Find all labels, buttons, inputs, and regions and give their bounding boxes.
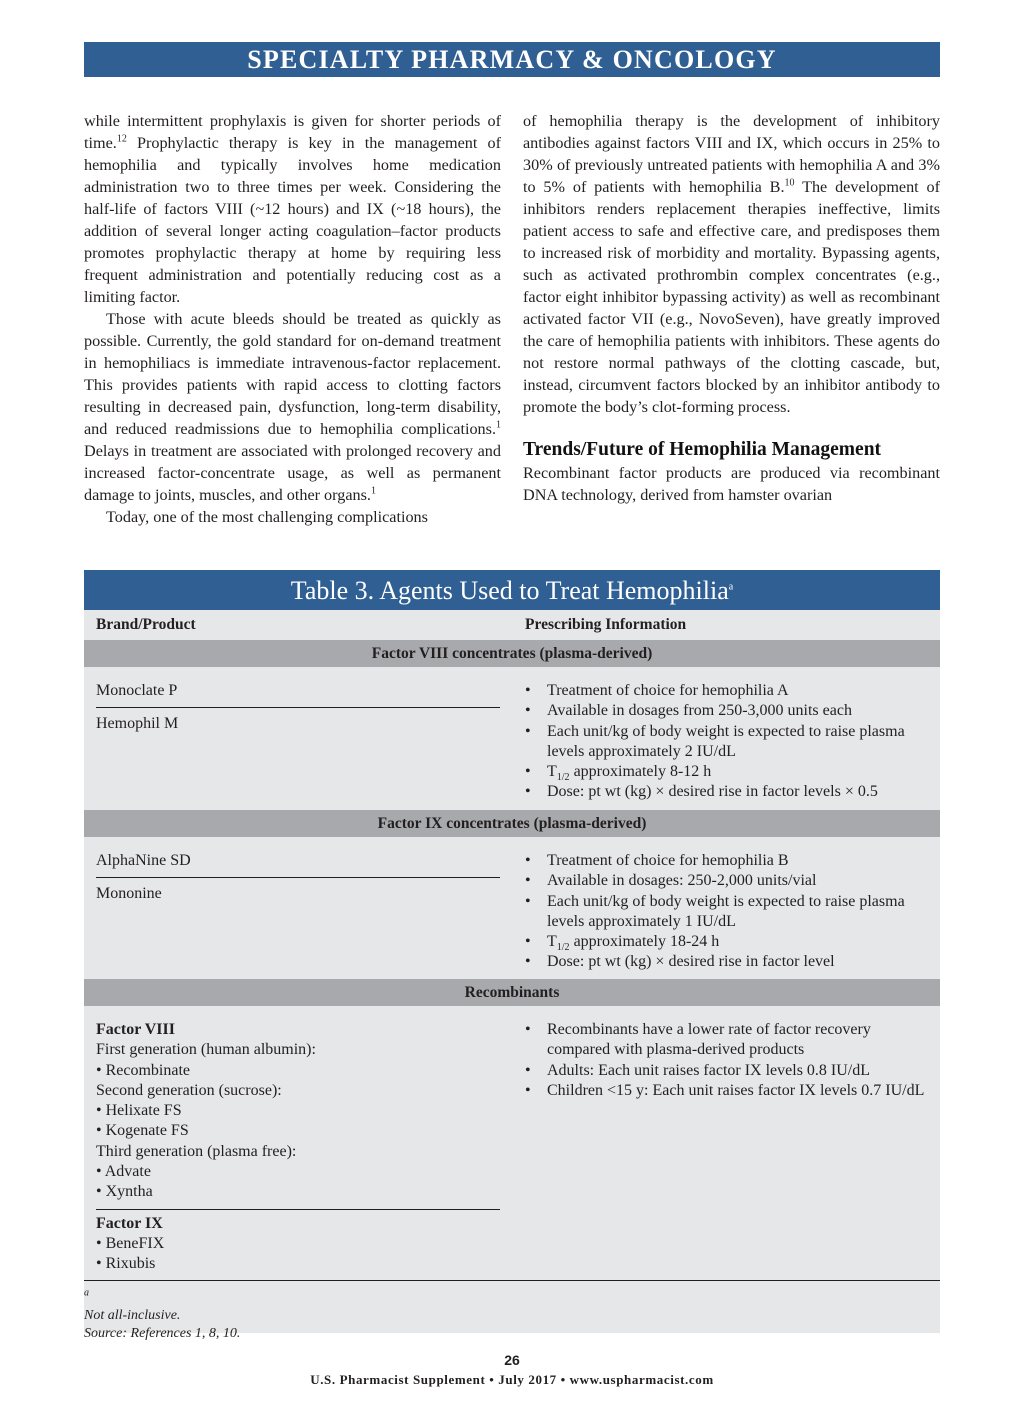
list-item: • Each unit/kg of body weight is expected to raise plasma levels approximately 1 IU/dL — [525, 892, 933, 933]
product-name: Mononine — [96, 885, 162, 902]
prescribing-list — [525, 851, 933, 973]
list-item: • Children <15 y: Each unit raises factor IX levels 0.7 IU/dL — [525, 1081, 933, 1101]
list-item: • Treatment of choice for hemophilia B — [525, 851, 933, 871]
list-item: • $T_{1/2}$ approximately 18-24 h — [525, 932, 933, 952]
prescribing-list — [525, 681, 933, 803]
product-name: Monoclate P — [96, 681, 500, 708]
generation-label: Second generation (sucrose): — [96, 1081, 282, 1099]
table-header — [84, 610, 940, 640]
list-item: • Adults: Each unit raises factor IX levels 0.8 IU/dL — [525, 1061, 933, 1081]
footnote-text: $^a$ Not all-inclusive. — [84, 1287, 181, 1323]
section-heading: Trends/Future of Hemophilia Management — [523, 439, 882, 460]
product-name: • Xyntha — [96, 1183, 153, 1201]
list-item: • Dose: pt wt (kg) × desired rise in factor level — [525, 952, 933, 972]
page-footer: U.S. Pharmacist Supplement • July 2017 • www.uspharmacist.com — [310, 1372, 714, 1387]
group-label: Factor IX — [96, 1214, 163, 1232]
column-header-brand: Brand/Product — [96, 616, 196, 633]
list-item: • Available in dosages from 250-3,000 units each — [525, 701, 933, 721]
left-column — [84, 110, 501, 528]
product-name: • BeneFIX — [96, 1234, 165, 1252]
list-item: • Dose: pt wt (kg) × desired rise in factor levels × 0.5 — [525, 782, 933, 802]
section-title: SPECIALTY PHARMACY & ONCOLOGY — [247, 45, 777, 74]
table-row — [84, 1006, 940, 1276]
prescribing-list — [525, 1020, 933, 1101]
product-name: • Kogenate FS — [96, 1122, 189, 1140]
product-name: • Advate — [96, 1163, 151, 1181]
right-column — [523, 110, 940, 506]
table-row — [84, 667, 940, 810]
group-label: Factor VIII — [96, 1021, 175, 1038]
source-text: Source: References 1, 8, 10. — [84, 1326, 241, 1341]
product-name: • Helixate FS — [96, 1102, 182, 1120]
section-header-factor-viii: Factor VIII concentrates (plasma-derived) — [84, 640, 940, 667]
list-item: • Each unit/kg of body weight is expected to raise plasma levels approximately 2 IU/dL — [525, 722, 933, 763]
list-item: • Treatment of choice for hemophilia A — [525, 681, 933, 701]
paragraph: Today, one of the most challenging complications — [106, 508, 428, 526]
section-banner — [84, 42, 940, 77]
list-item: • $T_{1/2}$ approximately 8-12 h — [525, 762, 933, 782]
section-header-factor-ix: Factor IX concentrates (plasma-derived) — [84, 810, 940, 837]
paragraph: Recombinant factor products are produced via recombinant DNA technology, derived from hamster ovarian — [523, 464, 940, 504]
list-item: • Recombinants have a lower rate of factor recovery compared with plasma-derived products — [525, 1020, 933, 1061]
paragraph: of hemophilia therapy is the development of inhibitory antibodies against factors VIII and IX, which occurs in 25% to 30% of previously untreated patients with hemophilia A and 3% to 5% of patients with hemophilia B.$^{10}$ The development of inhibitors renders replacement therapies ineffective, limits patient access to safe and effective care, and predisposes them to increased risk of morbidity and mortality. Bypassing agents, such as activated prothrombin complex concentrates (e.g., factor eight inhibitor bypassing activity) as well as recombinant activated factor VII (e.g., NovoSeven), have greatly improved the care of hemophilia patients with inhibitors. These agents do not restore normal pathways of the clotting cascade, but, instead, circumvent factors blocked by an inhibitor antibody to promote the body’s clot-forming process. — [523, 112, 941, 416]
product-name: AlphaNine SD — [96, 851, 500, 878]
page-number: 26 — [504, 1352, 520, 1368]
generation-label: Third generation (plasma free): — [96, 1142, 297, 1160]
product-name: • Recombinate — [96, 1061, 191, 1079]
section-header-recombinants: Recombinants — [84, 979, 940, 1006]
generation-label: First generation (human albumin): — [96, 1041, 316, 1059]
product-name: Hemophil M — [96, 715, 179, 732]
table-agents — [84, 570, 940, 1341]
table-title: Table 3. Agents Used to Treat Hemophilia$^a$ — [84, 570, 940, 610]
table-row — [84, 837, 940, 979]
list-item: • Available in dosages: 250-2,000 units/vial — [525, 871, 933, 891]
table-footnote — [84, 1280, 940, 1343]
paragraph: while intermittent prophylaxis is given for shorter periods of time.$^{12}$ Prophylactic therapy is key in the management of hemophilia and typically involves home medication administration two to three times per week. Considering the half-life of factors VIII (~12 hours) and IX (~18 hours), the addition of several longer acting coagulation–factor products promotes prophylactic therapy at home by requiring less frequent administration and potentially reducing cost as a limiting factor. — [84, 112, 501, 306]
product-name: • Rixubis — [96, 1255, 156, 1273]
column-header-info: Prescribing Information — [525, 616, 687, 633]
paragraph: Those with acute bleeds should be treated as quickly as possible. Currently, the gold standard for on-demand treatment in hemophiliacs is immediate intravenous-factor replacement. This provides patients with rapid access to clotting factors resulting in decreased pain, dysfunction, long-term disability, and reduced readmissions due to hemophilia complications.$^1$ Delays in treatment are associated with prolonged recovery and increased factor-concentrate usage, as well as permanent damage to joints, muscles, and other organs.$^1$ — [84, 310, 501, 504]
